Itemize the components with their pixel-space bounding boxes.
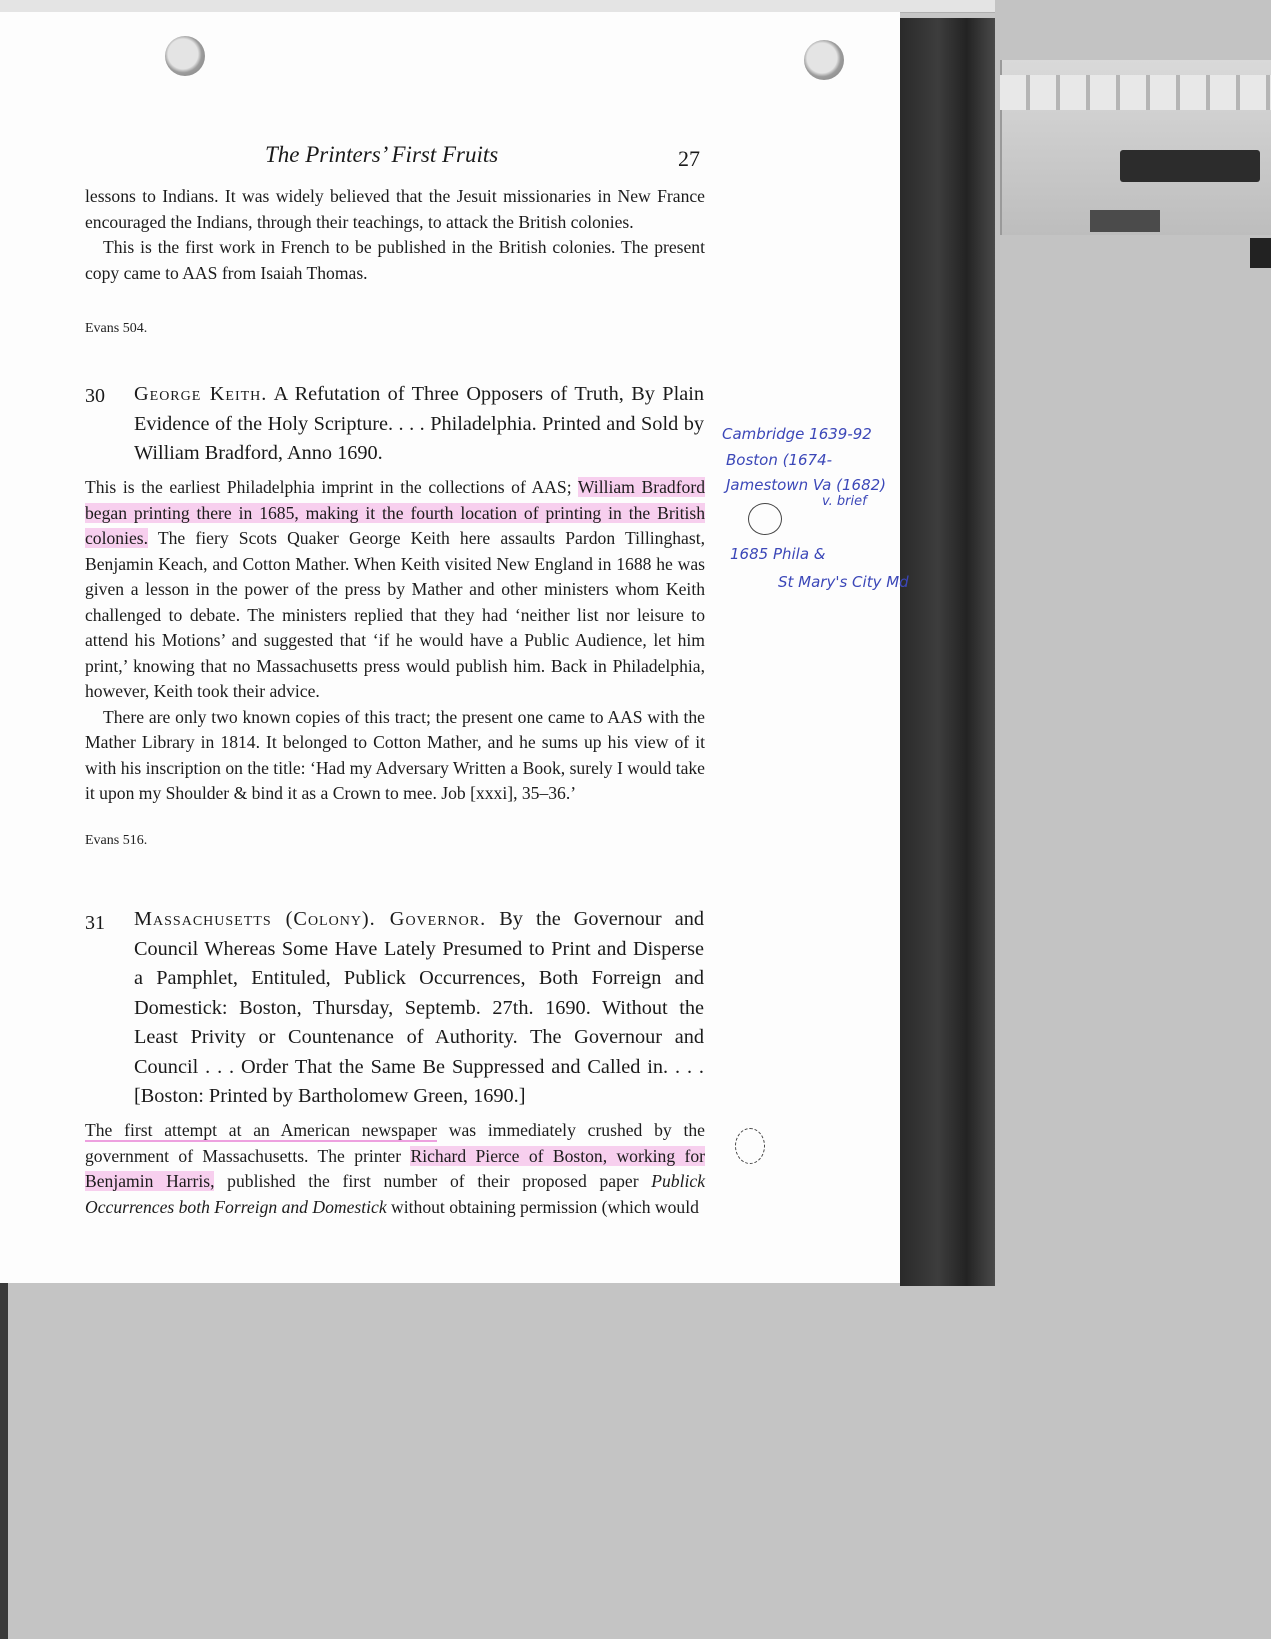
scanner-rail bbox=[1000, 75, 1271, 110]
punch-hole bbox=[165, 36, 205, 76]
text-span: The fiery Scots Quaker George Keith here assaults Pardon Tillinghast, Benjamin Keach, and Cotton Mather. When Keith visited New England in 1688 he was given a lesson in the power of the press by Mather and other ministers whom Keith challenged to debate. The ministers replied that they had ‘neither list nor leisure to attend his Motions’ and suggested that ‘if he would have a Public Audience, let him print,’ knowing that no Massachusetts press would publish him. Back in Philadelphia, however, Keith took their advice. bbox=[85, 528, 705, 701]
entry-number: 30 bbox=[85, 385, 105, 407]
margin-note: St Mary's City Md bbox=[778, 573, 909, 591]
page-edge-shadow bbox=[0, 1283, 8, 1639]
margin-note: v. brief bbox=[822, 494, 867, 509]
scanner-slot bbox=[1120, 150, 1260, 182]
entry-commentary bbox=[85, 1118, 705, 1220]
highlighted-text: William Bradford began printing there in 1685, making it the fourth location of printing in the British colonies. bbox=[85, 477, 706, 548]
entry-number: 31 bbox=[85, 912, 105, 934]
running-header: The Printers’ First Fruits bbox=[265, 142, 499, 167]
page-number: 27 bbox=[678, 146, 700, 171]
scanner-block bbox=[1090, 210, 1160, 232]
hand-drawn-circle bbox=[748, 503, 782, 535]
paragraph: This is the first work in French to be published in the British colonies. The present copy came to AAS from Isaiah Thomas. bbox=[85, 237, 705, 283]
scanner-glass bbox=[0, 1283, 1000, 1639]
margin-note: 1685 Phila & bbox=[730, 545, 826, 563]
entry-title bbox=[134, 905, 704, 1112]
text-span: was immediately crushed by the government of Massachusetts. The printer bbox=[85, 1120, 705, 1166]
entry-title bbox=[134, 380, 704, 469]
scanned-page bbox=[0, 12, 900, 1283]
underlined-text: The first attempt at an American newspaper bbox=[85, 1120, 438, 1140]
entry-title-text: A Refutation of Three Opposers of Truth, By Plain Evidence of the Holy Scripture. . . . Philadelphia. Printed and Sold by William Bradford, Anno 1690. bbox=[134, 383, 704, 464]
punch-hole bbox=[804, 40, 844, 80]
paragraph bbox=[85, 1118, 705, 1220]
text-span: without obtaining permission (which would bbox=[386, 1196, 699, 1217]
margin-note: Boston (1674- bbox=[726, 451, 833, 469]
entry-commentary bbox=[85, 475, 705, 807]
binding-shadow bbox=[900, 18, 995, 1286]
italic-title: Publick Occurrences both Forreign and Domestick bbox=[85, 1171, 706, 1217]
continuation-text bbox=[85, 184, 705, 286]
text-span: This is the earliest Philadelphia imprint in the collections of AAS; bbox=[85, 477, 578, 497]
paragraph: lessons to Indians. It was widely believed that the Jesuit missionaries in New France encouraged the Indians, through their teachings, to attack the British colonies. bbox=[85, 186, 705, 232]
margin-note: Cambridge 1639-92 bbox=[722, 425, 872, 443]
scanner-bed bbox=[995, 0, 1271, 1639]
entry-title-text: By the Governour and Council Whereas Some Have Lately Presumed to Print and Disperse a Pamphlet, Entituled, Publick Occurrences, Both Forreign and Domestick: Boston, Thursday, Septemb. 27th. 1690. Without the Least Privity or Countenance of Authority. The Governour and Council . . . Order That the Same Be Suppressed and Called in. . . . [Boston: Printed by Bartholomew Green, 1690.] bbox=[134, 908, 704, 1107]
evans-reference: Evans 516. bbox=[85, 833, 148, 848]
margin-note: Jamestown Va (1682) bbox=[726, 476, 887, 494]
highlighted-text: Richard Pierce of Boston, working for Benjamin Harris, bbox=[85, 1145, 705, 1191]
scanner-block bbox=[1250, 238, 1271, 268]
paragraph bbox=[85, 475, 705, 705]
entry-author: Massachusetts (Colony). Governor. bbox=[134, 908, 487, 930]
entry-author: George Keith. bbox=[134, 383, 268, 405]
text-span: published the first number of their proposed paper bbox=[214, 1171, 652, 1191]
paragraph: There are only two known copies of this tract; the present one came to AAS with the Mather Library in 1814. It belonged to Cotton Mather, and he sums up his view of it with his inscription on the title: ‘Had my Adversary Written a Book, surely I would take it upon my Shoulder & bind it as a Crown to mee. Job [xxxi], 35–36.’ bbox=[85, 706, 705, 803]
hand-drawn-circle bbox=[735, 1128, 765, 1164]
evans-reference: Evans 504. bbox=[85, 321, 148, 336]
